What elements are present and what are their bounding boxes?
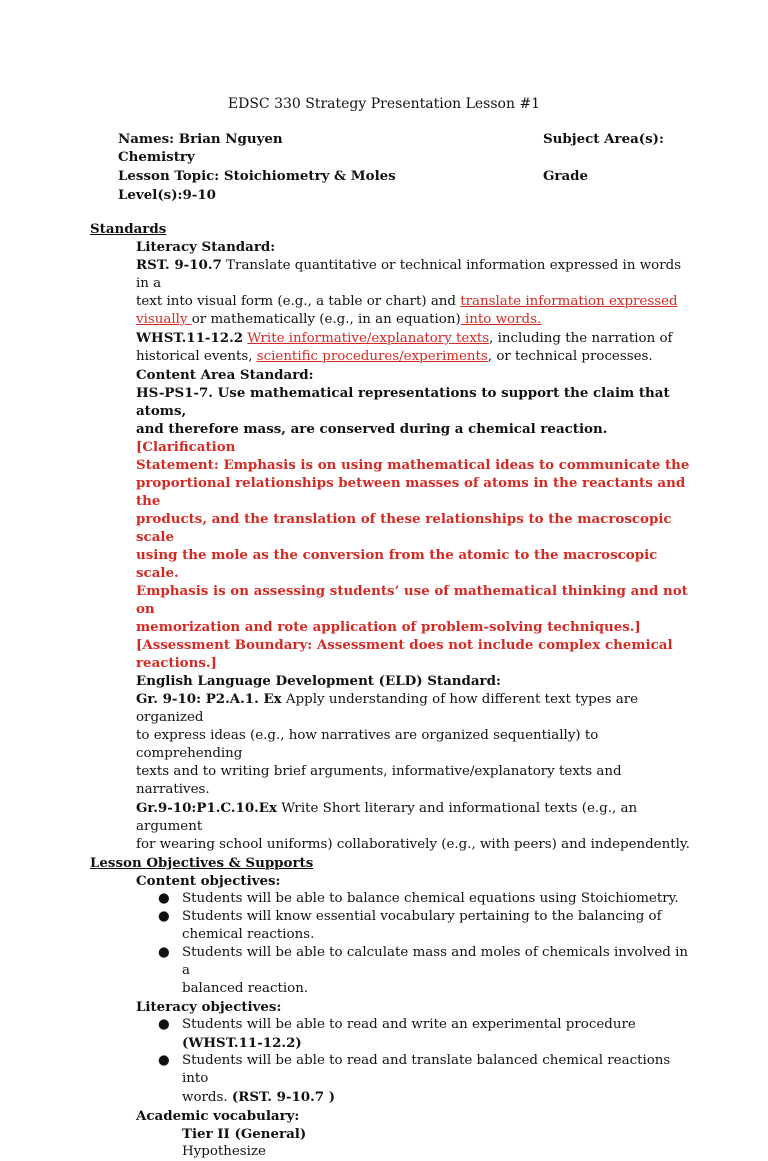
whst-code: WHST.11-12.2 [136,330,244,346]
header-row-1 [118,130,678,149]
document-title: EDSC 330 Strategy Presentation Lesson #1 [227,96,541,112]
list-item: ● Students will know essential vocabulary pertaining to the balancing of chemical reactions. [158,909,662,942]
standards-heading: Standards [90,221,167,237]
bullet-icon: ● [158,909,170,924]
bullet-icon: ● [158,945,170,960]
whst-standard: WHST.11-12.2 Write informative/explanatory texts, including the narration of historical events, scientific procedures/experiments, or technical processes. [136,330,673,364]
names-label: Names: Brian Nguyen [118,131,283,147]
grade-label: Grade [543,168,589,184]
rst-standard: RST. 9-10.7 Translate quantitative or technical information expressed in words in a text into visual form (e.g., a table or chart) and translate information expressed visually or mathematically (e.g., in an equation) into words. [136,257,682,327]
literacy-standard-heading: Literacy Standard: [136,239,276,255]
header-row-3 [118,167,678,186]
eld-standard-2: Gr.9-10:P1.C.10.Ex Write Short literary and informational texts (e.g., an argument for wearing school uniforms) collaboratively (e.g., with peers) and independently. [136,800,690,852]
document-body [90,220,690,1161]
literacy-objectives-list [90,1016,690,1107]
grade-level-value: Level(s):9-10 [118,187,216,203]
literacy-objectives-heading: Literacy objectives: [136,999,282,1015]
content-objectives-heading: Content objectives: [136,873,281,889]
lesson-topic-label: Lesson Topic: Stoichiometry & Moles [118,168,396,184]
content-objectives-list [90,890,690,998]
bullet-icon: ● [158,891,170,906]
academic-vocabulary-heading: Academic vocabulary: [136,1108,300,1124]
list-item: ● Students will be able to calculate mass and moles of chemicals involved in a balanced reaction. [158,945,689,996]
list-item: ● Students will be able to read and write an experimental procedure (WHST.11-12.2) [158,1017,636,1051]
eld-standard-heading: English Language Development (ELD) Standard: [136,673,501,689]
rst-code: RST. 9-10.7 [136,257,222,273]
hs-ps1-7-standard: HS-PS1-7. Use mathematical representations to support the claim that atoms, and therefore mass, are conserved during a chemical reaction. [Clarification Statement: Emphasis is on using mathematical ideas to communicate the proportional relationships between masses of atoms in the reactants and the products, and the translation of these relationships to the macroscopic scale using the mole as the conversion from the atomic to the macroscopic scale. Emphasis is on assessing students’ use of mathematical thinking and not on memorization and rote application of problem-solving techniques.] [Assessment Boundary: Assessment does not include complex chemical reactions.] [136,385,690,671]
bullet-icon: ● [158,1017,170,1032]
content-area-standard-heading: Content Area Standard: [136,367,314,383]
lesson-objectives-heading: Lesson Objectives & Supports [90,855,314,871]
subject-area-label: Subject Area(s): [543,131,664,147]
eld-standard-1: Gr. 9-10: P2.A.1. Ex Apply understanding of how different text types are organized to express ideas (e.g., how narratives are organized sequentially) to comprehending texts and to writing brief arguments, informative/explanatory texts and narratives. [136,691,639,797]
vocabulary-word: Hypothesize [182,1144,266,1159]
bullet-icon: ● [158,1053,170,1068]
subject-area-value: Chemistry [118,149,195,165]
list-item: ● Students will be able to read and translate balanced chemical reactions into words. (RST. 9-10.7 ) [158,1053,671,1105]
tier-ii-heading: Tier II (General) [182,1126,307,1142]
list-item: ● Students will be able to balance chemical equations using Stoichiometry. [158,891,679,906]
